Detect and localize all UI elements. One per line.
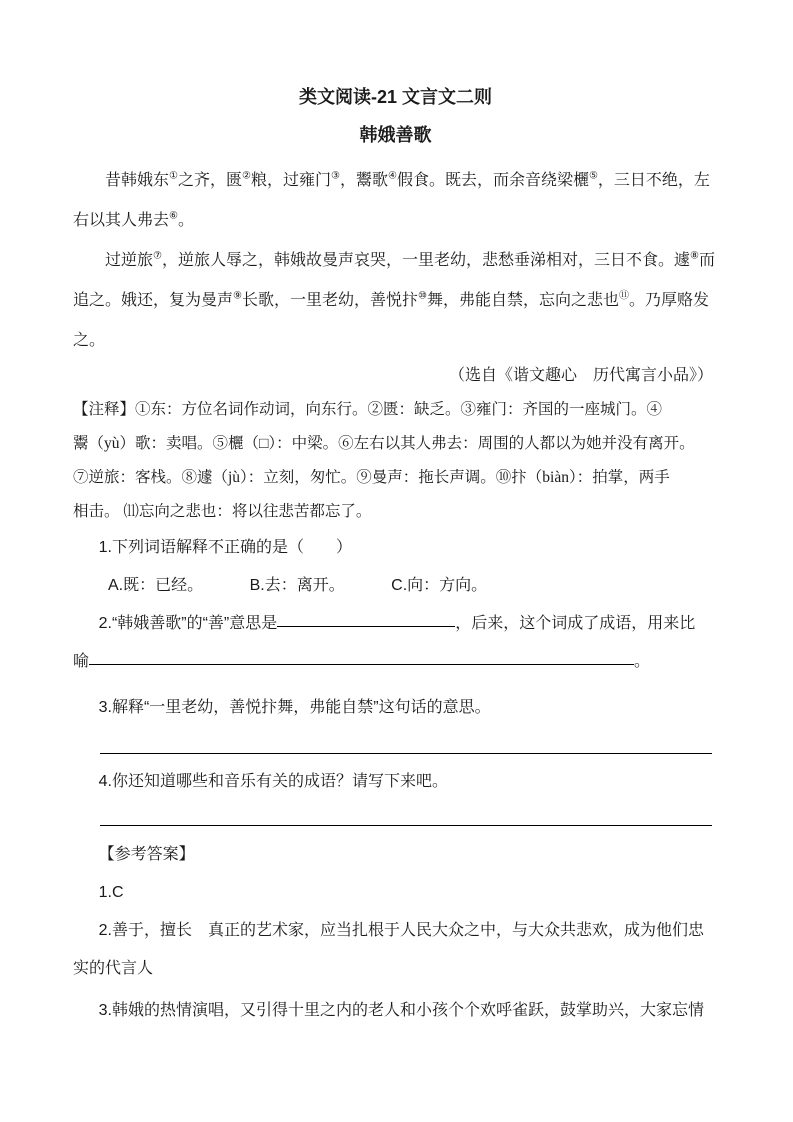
option-a: A.既：已经。 <box>108 577 204 594</box>
classical-passage <box>73 161 718 391</box>
fill-in-blank <box>277 624 455 627</box>
question-3: 3.解释“一里老幼，善悦抃舞，弗能自禁”这句话的意思。 <box>98 699 491 716</box>
questions-section <box>73 529 718 826</box>
note-ref: ⑦ <box>153 250 162 262</box>
question-4: 4.你还知道哪些和音乐有关的成语？请写下来吧。 <box>98 773 448 790</box>
option-b: B.去：离开。 <box>249 577 345 594</box>
fill-in-blank <box>89 662 634 665</box>
answer-line-q3 <box>100 753 712 754</box>
note-ref: ⑥ <box>169 210 178 222</box>
answer-3: 3.韩娥的热情演唱，又引得十里之内的老人和小孩个个欢呼雀跃，鼓掌助兴，大家忘情 <box>98 1002 704 1019</box>
option-c: C.向：方向。 <box>391 577 488 594</box>
note-ref: ① <box>169 170 178 182</box>
source-attribution: （选自《谐文趣心 历代寓言小品》） <box>448 367 713 384</box>
annotations-block: 【注释】①东：方位名词作动词，向东行。②匮：缺乏。③雍门：齐国的一座城门。④ 鬻（yù）歌：卖唱。⑤欐（□）：中梁。⑥左右以其人弗去：周围的人都以为她并没有离开。 ⑦逆旅：客栈。⑧遽（jù）：立刻，匆忙。⑨曼声：拖长声调。⑩抃（biàn）：拍掌，两手 相击。 ⑾忘向之悲也：将以往悲苦都忘了。 <box>73 401 695 520</box>
passage-paragraph-1: 昔韩娥东①之齐，匮②粮，过雍门③，鬻歌④假食。既去，而余音绕梁欐⑤，三日不绝，左 右以其人弗去⑥。 <box>73 170 710 229</box>
note-ref: ③ <box>330 170 340 182</box>
note-ref: ⑨ <box>233 290 242 302</box>
note-ref: ⑩ <box>418 290 427 302</box>
passage-title: 韩娥善歌 <box>359 125 432 145</box>
document-title: 类文阅读-21 文言文二则 <box>298 87 493 107</box>
note-ref: ⑤ <box>588 170 598 182</box>
passage-paragraph-2: 过逆旅⑦，逆旅人辱之，韩娥故曼声哀哭，一里老幼，悲愁垂涕相对，三日不食。遽⑧而 追之。娥还，复为曼声⑨长歌，一里老幼，善悦抃⑩舞，弗能自禁，忘向之悲也⑪。乃厚赂发 之。 <box>73 250 715 349</box>
answer-line-q4 <box>100 825 712 826</box>
note-ref: ⑪ <box>618 290 629 302</box>
question-1-options <box>73 567 718 605</box>
question-2: 2.“韩娥善歌”的“善”意思是 ，后来，这个词成了成语，用来比 喻 。 <box>73 615 696 670</box>
note-ref: ② <box>242 170 251 182</box>
note-ref: ⑧ <box>690 250 699 262</box>
answer-2: 2.善于，擅长 真正的艺术家，应当扎根于人民大众之中，与大众共悲欢，成为他们忠 实的代言人 <box>73 922 704 977</box>
note-ref: ④ <box>387 170 397 182</box>
question-1: 1.下列词语解释不正确的是（ ） <box>98 539 352 556</box>
answer-key-header: 【参考答案】 <box>98 846 195 863</box>
answer-1: 1.C <box>98 884 124 901</box>
answer-key-section <box>73 836 718 1030</box>
